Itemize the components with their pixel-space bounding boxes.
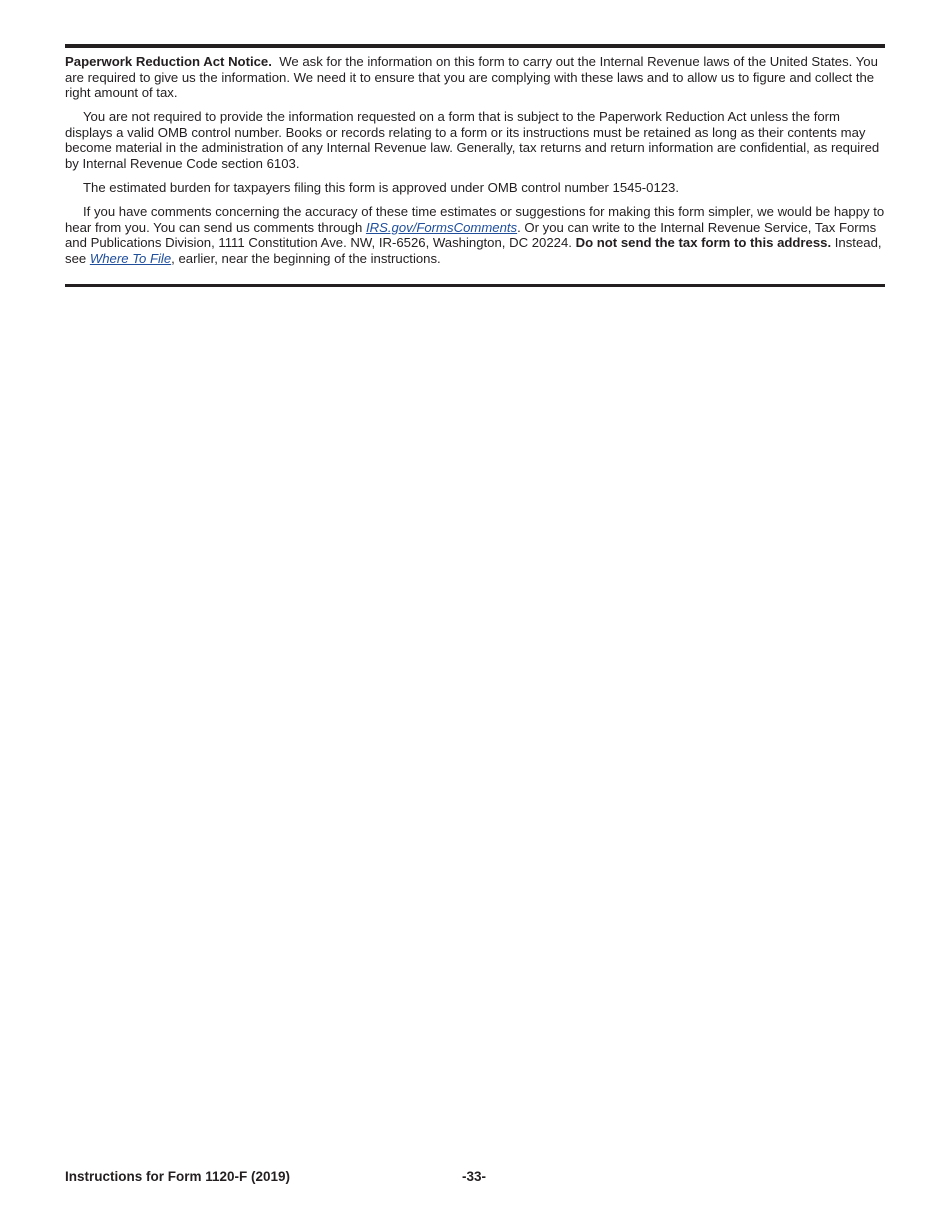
notice-paragraph-1-text: We ask for the information on this form to carry out the Internal Revenue laws of the United States. You are required to give us the information. We need it to ensure that you are complying with these laws and to allow us to figure and collect the right amount of tax. [65,54,878,101]
notice-paragraph-4-text-c: Instead, see [65,235,882,267]
notice-heading: Paperwork Reduction Act Notice. [65,54,272,69]
notice-paragraph-4 [65,204,885,266]
do-not-send-warning: Do not send the tax form to this address. [575,235,832,251]
notice-paragraph-1 [65,54,885,101]
forms-comments-link[interactable]: IRS.gov/FormsComments [365,219,518,235]
notice-paragraph-2: You are not required to provide the information requested on a form that is subject to the Paperwork Reduction Act unless the form displays a valid OMB control number. Books or records relating to a form or its instructions must be retained as long as their contents may become material in the administration of any Internal Revenue law. Generally, tax returns and return information are confidential, as required by Internal Revenue Code section 6103. [65,109,880,172]
notice-paragraph-4-text-d: , earlier, near the beginning of the instructions. [171,251,441,267]
footer-document-title: Instructions for Form 1120-F (2019) [65,1169,291,1184]
notice-paragraph-3: The estimated burden for taxpayers filing this form is approved under OMB control number 1545-0123. [83,180,680,196]
footer-page-number: -33- [462,1169,487,1184]
paperwork-reduction-notice [65,44,885,287]
where-to-file-link[interactable]: Where To File [89,251,172,267]
notice-paragraph-4-text-a: If you have comments concerning the accuracy of these time estimates or suggestions for making this form simpler, we would be happy to hear from you. You can send us comments through [65,204,885,235]
notice-paragraph-4-text-b: . Or you can write to the Internal Revenue Service, Tax Forms and Publications Division, 1111 Constitution Ave. NW, IR-6526, Washington, DC 20224. [65,219,877,251]
